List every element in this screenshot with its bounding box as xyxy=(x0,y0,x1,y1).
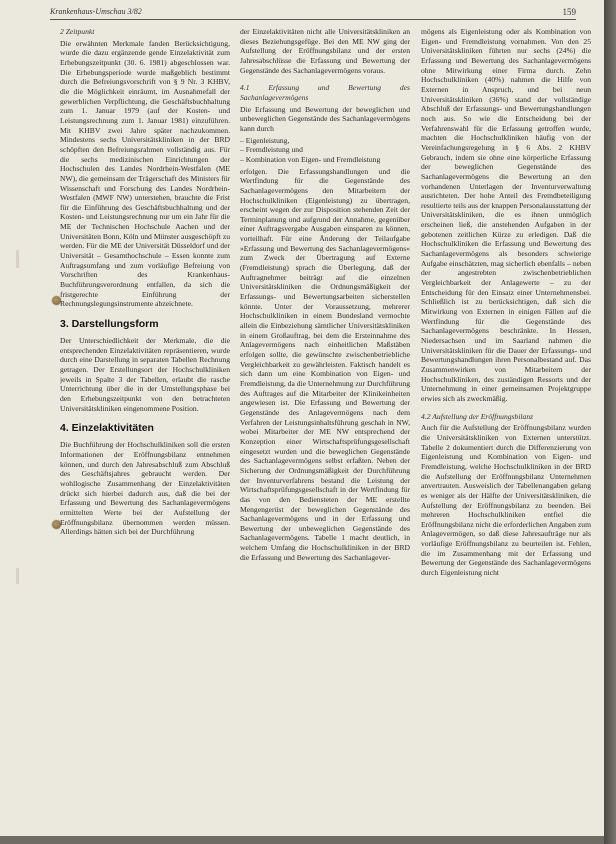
page-mark xyxy=(16,568,19,584)
paragraph: der Einzelaktivitäten nicht alle Universitätskliniken an dieses Beziehungsgefüge. Bei den ME NW ging der Aufstellung der Eröffnungsbilanz und der ersten Jahresabschlüsse die Erfassung und Bewertung der Gegenstände des Sachanlagevermögens voraus. xyxy=(240,27,410,75)
list-item: – Fremdleistung und xyxy=(240,145,410,155)
paragraph: Die Buchführung der Hochschulkliniken soll die ersten Informationen der Eröffnungsbilanz entnehmen können, und durch den Jahresabschluß zum Abschluß des Geschäftsjahres gebraucht werden. Der wohllogische Zusammenhang der Einzelaktivitäten drückt sich hierbei dadurch aus, daß die bei der Erfassung und Bewertung des Sachanlagevermögens ermittelten Werte bei der Aufstellung der Eröffnungsbilanz übernommen werden müssen. Allerdings hätten sich bei der Durchführung xyxy=(60,440,230,537)
list-item: – Eigenleistung, xyxy=(240,136,410,146)
column-middle xyxy=(240,27,410,832)
paragraph: Der Unterschiedlichkeit der Merkmale, die die entsprechenden Einzelaktivitäten repräsentieren, wurde durch eine Darstellung in separaten Tabellen Rechnung getragen. Der Erstellungsort der Hochschulkliniken jeweils in Spalte 3 der Tabellen, erlaubt die rasche Unterrichtung über die in der Umstellungsphase bei den Erhebungszeitpunkt von den betrachteten Universitätskliniken eingenommene Position. xyxy=(60,336,230,413)
subsection-heading: 2 Zeitpunkt xyxy=(60,27,95,36)
paragraph: Auch für die Aufstellung der Eröffnungsbilanz wurden die Universitätskliniken von Externen unterstützt. Tabelle 2 dokumentiert durch die Differenzierung von Eigenleistung und Kombination von Eigen- und Fremdleistung, welche Hochschulkliniken in der BRD die Aufstellung der Eröffnungsbilanz Unternehmen anvertrauten. Ausweislich der Tabellenangaben gelang es weniger als der Hälfte der Universitätskliniken, die Aufstellung der Eröffnungsbilanz zu beenden. Bei mehreren Hochschulkliniken entfiel die Eröffnungsbilanz nicht die erforderlichen Angaben zum Anlagevermögen, so daß diese Jahresaufträge nur als vorläufige Eröffnungsbilanz zu beurteilen ist. Fehlen, die im Zusammenhang mit der Erfassung und Bewertung der Gegenstände des Sachanlagevermögens durch Eigenleistung nicht xyxy=(421,423,591,578)
paragraph: mögens als Eigenleistung oder als Kombination von Eigen- und Fremdleistung vornahmen. Von den 25 Universitätskliniken führten nur sechs (24%) die Erfassung und Bewertung des Sachanlagevermögens ohne Mitwirkung einer Firma durch. Zehn Hochschulkliniken (40%) nahmen die Hilfe von Externen in Anspruch, und bei neun Universitätskliniken (36%) stand der vollständige Abschluß der Erfassungs- und Bewertungshandlungen noch aus. So wie die Entscheidung bei der Verfahrenswahl für die Erfassung getroffen wurde, machten die Hochschulkliniken häufig von der Vereinfachungsregelung in § 6 Abs. 2 KHBV Gebrauch, indem sie ohne eine körperliche Erfassung der beweglichen Gegenstände des Sachanlagevermögens die Bewertung an den vorhandenen Unterlagen der Inventurverwaltung ausrichteten. Der hohe Anteil des Fremdbeteiligung resultierte teils aus der knappen Personalausstattung der Universitätskliniken, die es ihnen unmöglich erscheinen ließ, die anstehenden Aufgaben in der gebotenen zeitlichen Kürze zu erledigen. Daß die Hochschulkliniken die Erfassung und Bewertung des Sachanlagevermögens als besonders schwierige Aufgabe einschätzten, mag sicherlich ebenfalls – neben der angestrebten zwischenbetrieblichen Vergleichbarkeit der Anlagewerte – zu der Entscheidung für den Einsatz einer Unternehmensbei. Schließlich ist zu berücksichtigen, daß sich die Mitwirkung von Externen in einigen Fällen auf die Wertfindung für die Gegenstände des Sachanlagevermögens beschränkte. In Hessen, Niedersachsen und im Saarland nahmen die Universitätskliniken für die Dauer der Erfassungs- und Bewertungshandlungen ihren Personalbestand auf. Das Zusammenwirken von Mitarbeitern der Hochschulkliniken, des zuständigen Ressorts und der Unternehmung in einer gemeinsamen Projektgruppe erwies sich als zweckmäßig. xyxy=(421,27,591,403)
subsection-heading: 4.1 Erfassung und Bewertung des Sachanlagevermögens xyxy=(240,83,410,102)
page-number: 159 xyxy=(562,7,576,17)
paragraph: Die erwähnten Merkmale fanden Berücksichtigung, wurde die dazu ergänzende gende Einzelaktivität zum Erhebungszeitpunkt (30. 6. 1981) abgeschlossen war. Die Erhebungsperiode wurde maßgeblich bestimmt durch die Befreiungsvorschrift von § 9 Nr. 3 KHBV, die die Möglichkeit einräumt, im Ausnahmefall der gewerblichen Verpflichtung, die Geschäftsbuchhaltung zum 1. Januar 1979 (auf der Kosten- und Leistungsrechnung zum 1. Januar 1981) einzuführen. Mit KHBV zwei Jahre später nachzukommen. Mindestens sechs Universitätskliniken in der BRD schöpften den Befreiungsrahmen vollständig aus. Für die sechs medizinischen Einrichtungen der Hochschulen des Landes Nordrhein-Westfalen (ME NW), die gemeinsam der Trägerschaft des Ministers für Wissenschaft und Forschung des Landes Nordrhein-Westfalen (MWF NW) unterstehen, brauchte die Frist für die Einführung des Geschäftsbuchhaltung und der Kosten- und Leistungsrechnung nur um ein Jahr für die ME der Technischen Hochschule Aachen und der Universitäten Bonn, Köln und Münster ausgeschöpft zu werden. Für die ME der Universität Düsseldorf und der Universität – Gesamthochschule – Essen konnte zum Auftragsumfang und zum vorläufige Befreiung von Vorschriften des Krankenhaus-Buchführungsverordnung entfallen, da sich die fristgerechte Einführung der Rechnungslegungsinstrumente abzeichnete. xyxy=(60,38,230,309)
paragraph: Die Erfassung und Bewertung der beweglichen und unbeweglichen Gegenstände des Sachanlagevermögens kann durch xyxy=(240,104,410,133)
page-mark xyxy=(16,250,19,268)
subsection-heading: 4.2 Aufstellung der Eröffnungsbilanz xyxy=(421,411,534,421)
column-right xyxy=(421,27,591,832)
list-item: – Kombination von Eigen- und Fremdleistung xyxy=(240,155,410,165)
page-edge-shadow xyxy=(604,0,616,844)
section-heading: 3. Darstellungsform xyxy=(60,318,159,331)
running-header xyxy=(50,7,576,20)
section-heading: 4. Einzelaktivitäten xyxy=(60,422,154,435)
method-list xyxy=(240,136,410,165)
journal-title: Krankenhaus-Umschau 3/82 xyxy=(50,7,142,16)
column-left xyxy=(60,27,230,832)
paragraph: erfolgen. Die Erfassungshandlungen und die Wertfindung für die Gegenstände des Sachanlagevermögens den Mitarbeitern der Hochschulkliniken (Eigenleistung) zu übertragen, erscheint wegen der zur Disposition stehenden Zeit der Terminplanung und aufgrund der Annahme, gegenüber einer Auftragsvergabe Ausgaben einsparen zu können, vorteilhaft. Für eine Änderung der Teilaufgabe »Erfassung und Bewertung des Sachanlagevermögens« zum Zweck der Übertragung auf Externe (Fremdleistung) sprach die Überlegung, daß der Auftragnehmer beiträgt auf die einzelnen Universitätskliniken die Ordnungsmäßigkeit der Erfassungs- und Bewertungsarbeiten sicherstellen könnte. Unter der Voraussetzung, mehrerer Hochschulkliniken in einem Bundesland vermochte allein die Einbeziehung sämtlicher Universitätskliniken in einem Großauftrag, bei dem die Ersteinnahme des Anlagevermögens nach einheitlichen Maßstäben erfolgen sollte, die gewünschte zwischenbetriebliche Vergleichbarkeit zu gewährleisten. Faktisch handelt es sich dann um eine Kombination von Eigen- und Fremdleistung, da die Unternehmung zur Durchführung des Auftrages auf die Mitarbeiter der Klinikeinheiten angewiesen ist. Die Erfassung und Bewertung der Gegenstände des Anlagevermögens nach dem Verfahren der Leistungsinhaltsführung geschah in NW, wobei Mitarbeiter der ME NW entsprechend der Konzeption einer Wirtschaftsprüfungsgesellschaft eingesetzt wurden und die beweglichen Gegenstände des Sachanlagevermögens selbst erfaßten. Neben der Sicherung der Ordnungsmäßigkeit der Durchführung der Inventurverfahrens bestand die Leistung der Wirtschaftsprüfungsgesellschaft in der Wertfindung für das von den Bediensteten der ME erstellte Mengengerüst der beweglichen Gegenstände des Sachanlagevermögens und in der Erfassung und Bewertung der unbeweglichen Gegenstände des Sachanlagevermögens. Tabelle 1 macht deutlich, in welchem Umfang die Hochschulkliniken in der BRD die Erfassung und Bewertung des Sachanlagever- xyxy=(240,166,410,562)
